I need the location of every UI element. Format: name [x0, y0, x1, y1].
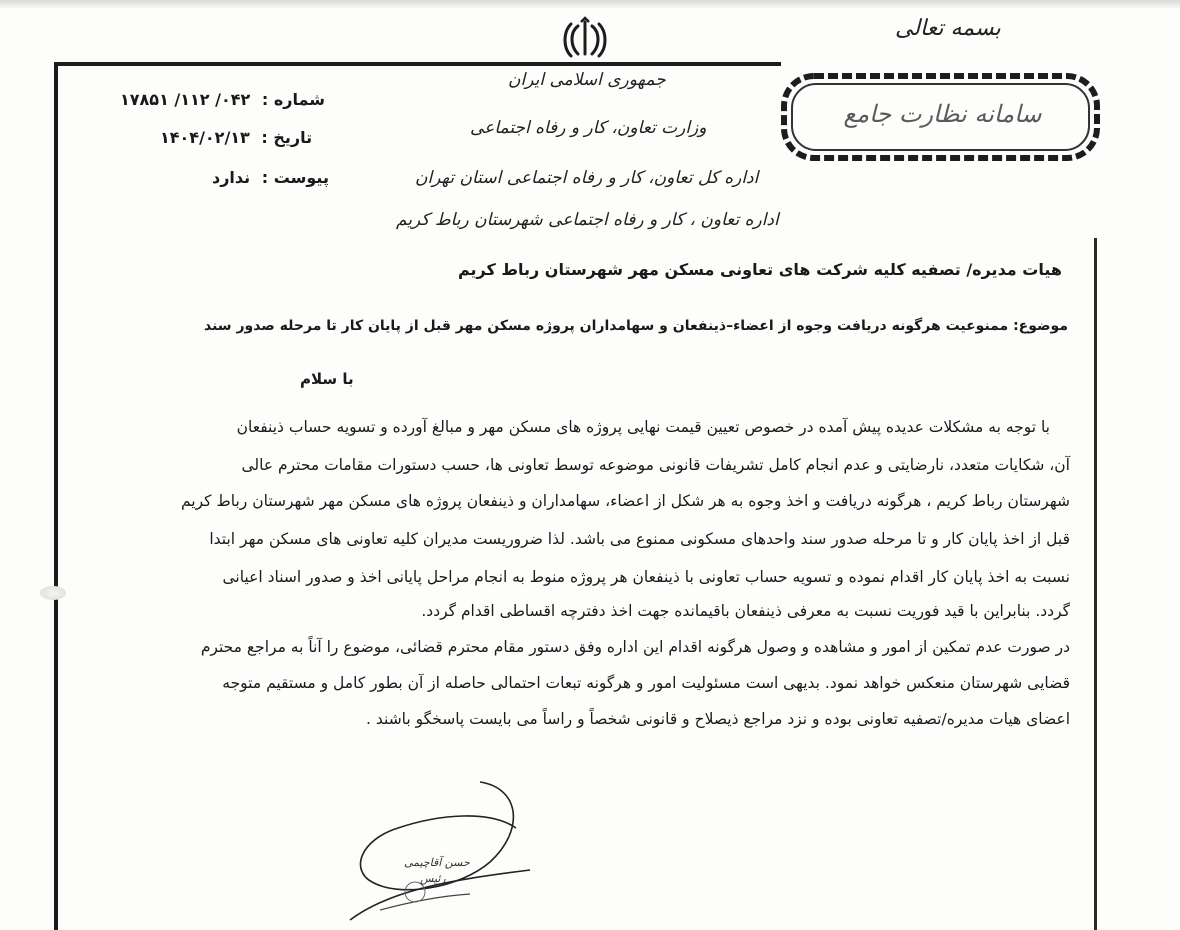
- province-office: اداره کل تعاون، کار و رفاه اجتماعی استان تهران: [415, 168, 759, 188]
- country-name: جمهوری اسلامی ایران: [508, 70, 666, 90]
- punch-hole: [40, 586, 66, 600]
- letter-attachment-value: ندارد: [212, 168, 251, 187]
- paragraph1-line: نسبت به اخذ پایان کار اقدام نموده و تسویه حساب تعاونی با ذینفعان هر پروژه منوط به انجام مراحل پایانی اخذ و صدور اسناد اعیانی: [222, 568, 1070, 586]
- letter-attachment: [212, 168, 329, 187]
- paragraph2-line: قضایی شهرستان منعکس خواهد نمود. بدیهی است مسئولیت امور و هرگونه تبعات احتمالی حاصله از آن بطور کامل و مستقیم متوجه: [222, 674, 1070, 692]
- letter-number: [120, 90, 325, 109]
- iran-emblem-icon: [561, 16, 609, 60]
- ministry-name: وزارت تعاون، کار و رفاه اجتماعی: [470, 118, 707, 138]
- paragraph2-line: در صورت عدم تمکین از امور و مشاهده و وصول هرگونه اقدام این اداره وفق دستور مقام محترم قضائی، موضوع را آناً به مراجع محترم: [200, 638, 1070, 656]
- letter-date-label: تاریخ :: [261, 128, 313, 147]
- signature-name: حسن آقاچیمی: [404, 856, 470, 869]
- paragraph1-line: با توجه به مشکلات عدیده پیش آمده در خصوص تعیین قیمت نهایی پروژه های مسکن مهر و مبالغ آورده و تسویه حساب ذینفعان: [236, 418, 1050, 436]
- stamp-text: سامانه نظارت جامع: [843, 100, 1042, 128]
- scan-edge: [0, 0, 1180, 8]
- county-office: اداره تعاون ، کار و رفاه اجتماعی شهرستان رباط کریم: [396, 210, 779, 230]
- signature-title: رئیس: [420, 872, 446, 885]
- recipient-line: هیات مدیره/ تصفیه کلیه شرکت های تعاونی مسکن مهر شهرستان رباط کریم: [457, 260, 1062, 279]
- paragraph2-line: اعضای هیات مدیره/تصفیه تعاونی بوده و نزد مراجع ذیصلاح و قانونی شخصاً و راساً می بایست پاسخگو باشند .: [366, 710, 1070, 728]
- basmala: بسمه تعالی: [895, 16, 1001, 41]
- frame-right-line: [1094, 238, 1097, 930]
- paragraph1-line: آن، شکایات متعدد، نارضایتی و عدم انجام کامل تشریفات قانونی موضوعه توسط تعاونی ها، حسب دستورات مقامات محترم عالی: [241, 456, 1070, 474]
- letter-number-value: ۰۴۲/ ۱۱۲/ ۱۷۸۵۱: [120, 90, 251, 109]
- paragraph1-line: قبل از اخذ پایان کار و تا مرحله صدور سند واحدهای مسکونی ممنوع می باشد. لذا ضروریست مدیران کلیه تعاونی های مسکن مهر ابتدا: [209, 530, 1070, 548]
- letter-number-label: شماره :: [261, 90, 325, 109]
- paragraph1-line: گردد. بنابراین با قید فوریت نسبت به معرفی ذینفعان باقیمانده جهت اخذ دفترچه اقساطی اقدام گردد.: [421, 602, 1070, 620]
- paragraph1-line: شهرستان رباط کریم ، هرگونه دریافت و اخذ وجوه به هر شکل از اعضاء، سهامداران و ذینفعان پروژه های مسکن مهر شهرستان رباط کریم: [180, 492, 1070, 510]
- frame-left-line: [54, 62, 58, 930]
- greeting: با سلام: [300, 370, 354, 388]
- frame-top-line: [54, 62, 781, 66]
- letter-date-value: ۱۴۰۴/۰۲/۱۳: [160, 128, 250, 147]
- letter-attachment-label: پیوست :: [261, 168, 329, 187]
- signature-mark: [320, 770, 540, 930]
- subject-line: موضوع: ممنوعیت هرگونه دریافت وجوه از اعضاء–ذینفعان و سهامداران پروژه مسکن مهر قبل از پایان کار تا مرحله صدور سند: [204, 318, 1068, 334]
- letter-date: [160, 128, 312, 147]
